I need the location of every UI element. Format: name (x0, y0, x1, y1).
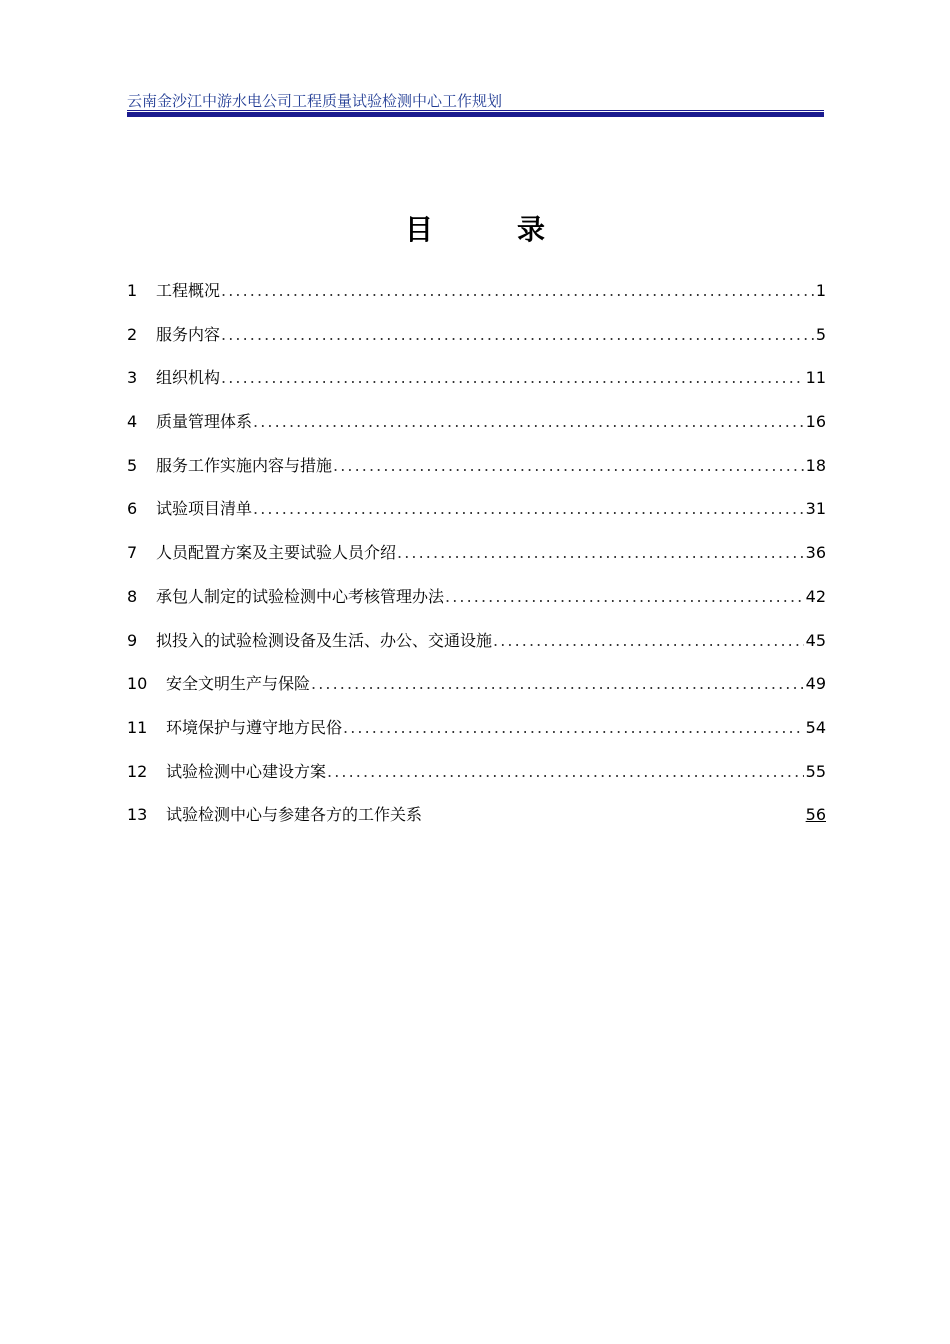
toc-entry-5[interactable] (127, 455, 826, 499)
header-rule-thick (127, 112, 824, 117)
toc-page: 16 (805, 412, 826, 432)
toc-entry-11[interactable] (127, 717, 826, 761)
toc-number: 1 (127, 281, 138, 300)
toc-leader (311, 673, 804, 695)
toc-number: 2 (127, 324, 138, 344)
toc-number: 13 (127, 805, 148, 825)
toc-number: 7 (127, 543, 138, 563)
toc-page: 1 (815, 281, 826, 300)
toc-page: 36 (805, 543, 826, 563)
toc-label: 服务工作实施内容与措施 (156, 455, 333, 475)
toc-number: 3 (127, 368, 138, 388)
toc-entry-12[interactable] (127, 761, 826, 805)
toc-page: 49 (805, 674, 826, 694)
toc-leader (253, 411, 804, 433)
toc-entry-7[interactable] (127, 542, 826, 586)
toc-entry-3[interactable] (127, 367, 826, 411)
toc-entry-13[interactable] (127, 804, 826, 848)
toc-leader (445, 586, 804, 608)
toc-label: 承包人制定的试验检测中心考核管理办法 (156, 586, 445, 606)
toc-page: 54 (805, 717, 826, 737)
toc-leader (333, 455, 804, 477)
toc-page: 55 (805, 761, 826, 781)
toc-page: 45 (805, 630, 826, 650)
toc-leader (253, 498, 804, 520)
toc-label: 试验项目清单 (156, 499, 253, 519)
toc-list (127, 280, 826, 848)
toc-number: 5 (127, 455, 138, 475)
toc-entry-4[interactable] (127, 411, 826, 455)
toc-label: 工程概况 (156, 281, 221, 300)
toc-label: 服务内容 (156, 324, 221, 344)
toc-leader (221, 324, 814, 346)
toc-number: 12 (127, 761, 148, 781)
toc-number: 4 (127, 412, 138, 432)
toc-entry-6[interactable] (127, 498, 826, 542)
running-header: 云南金沙江中游水电公司工程质量试验检测中心工作规划 (127, 92, 503, 110)
toc-leader (327, 761, 804, 783)
toc-leader (493, 630, 804, 652)
toc-page: 56 (805, 805, 826, 825)
toc-number: 8 (127, 586, 138, 606)
toc-label: 质量管理体系 (156, 412, 253, 432)
toc-number: 10 (127, 674, 148, 694)
toc-label: 环境保护与遵守地方民俗 (166, 717, 343, 737)
toc-leader (221, 280, 814, 302)
toc-number: 11 (127, 717, 148, 737)
toc-leader (397, 542, 804, 564)
toc-label: 试验检测中心建设方案 (166, 761, 327, 781)
toc-leader (221, 367, 804, 389)
toc-page: 18 (805, 455, 826, 475)
toc-label: 组织机构 (156, 368, 221, 388)
toc-page: 42 (805, 586, 826, 606)
toc-title: 目录 (404, 213, 629, 246)
toc-entry-8[interactable] (127, 586, 826, 630)
toc-entry-2[interactable] (127, 324, 826, 368)
toc-page: 31 (805, 499, 826, 519)
header-rule-thin (127, 110, 824, 111)
toc-label: 拟投入的试验检测设备及生活、办公、交通设施 (156, 630, 493, 650)
toc-number: 9 (127, 630, 138, 650)
toc-label: 试验检测中心与参建各方的工作关系 (166, 805, 423, 825)
toc-label: 安全文明生产与保险 (166, 674, 311, 694)
toc-entry-10[interactable] (127, 673, 826, 717)
toc-entry-9[interactable] (127, 630, 826, 674)
toc-label: 人员配置方案及主要试验人员介绍 (156, 543, 397, 563)
toc-leader (343, 717, 804, 739)
toc-page: 11 (805, 368, 826, 388)
toc-entry-1[interactable] (127, 280, 826, 324)
toc-number: 6 (127, 499, 138, 519)
toc-page: 5 (815, 324, 826, 344)
